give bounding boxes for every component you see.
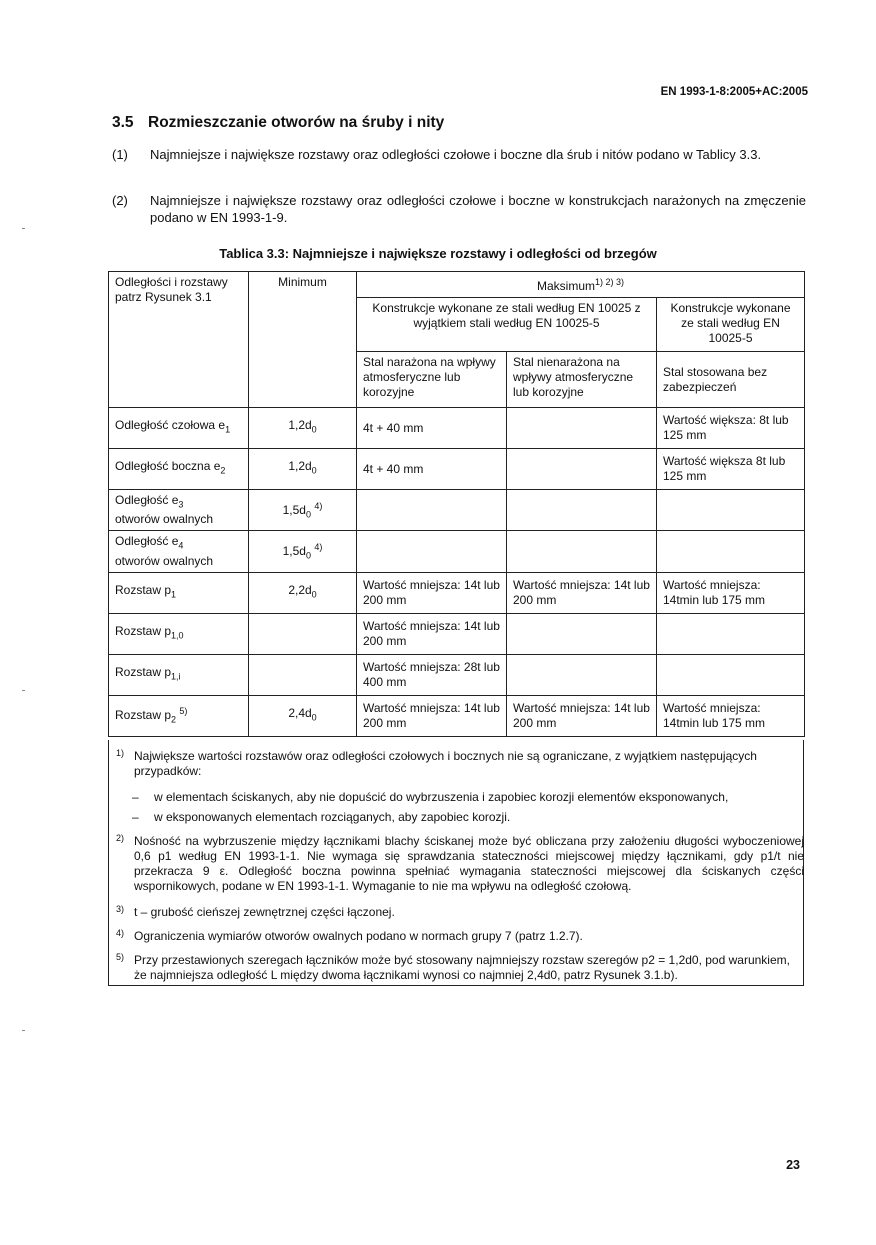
footnote-5: 5) Przy przestawionych szeregach łączników może być stosowany najmniejszy rozstaw szeregów p2 = 1,2d0, pod warunkiem, że najmniejsza odległość L między dwoma łącznikami wynosi co najmniej 2,4d0, patrz Rysunek 3.1.b). [116, 952, 790, 982]
row-minimum [249, 613, 357, 654]
header-distances: Odległości i rozstawy patrz Rysunek 3.1 [109, 272, 249, 408]
footnote-1: 1) Największe wartości rozstawów oraz odległości czołowych i bocznych nie są ograniczane, z wyjątkiem następujących przypadków: [116, 748, 757, 778]
row-value [507, 490, 657, 531]
header-group-2: Konstrukcje wykonane ze stali według EN 10025-5 [657, 298, 805, 352]
row-value: 4t + 40 mm [357, 408, 507, 449]
row-minimum: $2,2d_0$ [249, 572, 357, 613]
row-value: Wartość mniejsza: 14t lub 200 mm [507, 695, 657, 736]
row-minimum: $1,5d_0$ $^{4)}$ [249, 531, 357, 572]
row-value [507, 531, 657, 572]
paragraph-text: Najmniejsze i największe rozstawy oraz odległości czołowe i boczne dla śrub i nitów podano w Tablicy 3.3. [150, 147, 762, 162]
row-value [657, 654, 805, 695]
row-value: Wartość mniejsza: 28t lub 400 mm [357, 654, 507, 695]
row-label: Rozstaw $p_1$ [109, 572, 249, 613]
row-value: Wartość mniejsza: 14t lub 200 mm [357, 695, 507, 736]
row-label: Rozstaw $p_2$ $^{5)}$ [109, 695, 249, 736]
header-maximum: Maksimum$^{1) 2) 3)}$ [357, 272, 805, 298]
footnote-4: 4) Ograniczenia wymiarów otworów owalnych podano w normach grupy 7 (patrz 1.2.7). [116, 928, 583, 943]
header-group-1: Konstrukcje wykonane ze stali według EN 10025 z wyjątkiem stali według EN 10025-5 [357, 298, 657, 352]
row-minimum: $1,5d_0$ $^{4)}$ [249, 490, 357, 531]
header-sub-1: Stal narażona na wpływy atmosferyczne lub korozyjne [357, 352, 507, 408]
row-value [357, 490, 507, 531]
paragraph-text: Najmniejsze i największe rozstawy oraz odległości czołowe i boczne w konstrukcjach narażonych na zmęczenie podano w EN 1993-1-9. [150, 193, 806, 225]
row-minimum: $1,2d_0$ [249, 408, 357, 449]
row-value [507, 613, 657, 654]
section-title: Rozmieszczanie otworów na śruby i nity [148, 114, 445, 131]
row-value: 4t + 40 mm [357, 449, 507, 490]
paragraph-2 [112, 192, 806, 226]
footnote-1-item: – w elementach ściskanych, aby nie dopuścić do wybrzuszenia i zapobiec korozji elementów eksponowanych, [132, 790, 729, 804]
scan-mark [22, 228, 25, 229]
page-number: 23 [786, 1158, 800, 1172]
paragraph-number: (2) [112, 193, 128, 208]
row-minimum: $2,4d_0$ [249, 695, 357, 736]
table-caption: Tablica 3.3: Najmniejsze i największe rozstawy i odległości od brzegów [219, 246, 657, 261]
row-value [657, 531, 805, 572]
row-value: Wartość mniejsza: 14t lub 200 mm [507, 572, 657, 613]
header-sub-2: Stal nienarażona na wpływy atmosferyczne lub korozyjne [507, 352, 657, 408]
row-minimum [249, 654, 357, 695]
section-heading [112, 114, 444, 132]
spacing-table [108, 271, 805, 737]
header-sub-3: Stal stosowana bez zabezpieczeń [657, 352, 805, 408]
row-value: Wartość mniejsza: 14t lub 200 mm [357, 613, 507, 654]
row-value [657, 613, 805, 654]
row-label: Rozstaw $p_{1,0}$ [109, 613, 249, 654]
paragraph-number: (1) [112, 147, 128, 162]
row-label: Odległość czołowa $e_1$ [109, 408, 249, 449]
row-value [507, 408, 657, 449]
row-value [657, 490, 805, 531]
row-value [507, 654, 657, 695]
row-label: Odległość $e_3$ otworów owalnych [109, 490, 249, 531]
row-value: Wartość większa: 8t lub 125 mm [657, 408, 805, 449]
footnote-2: 2) Nośność na wybrzuszenie między łącznikami blachy ściskanej może być obliczana przy założeniu długości wyboczeniowej 0,6 p1 według EN 1993-1-1. Nie wymaga się sprawdzania stateczności miejscowej między łącznikami, gdy p1/t nie przekracza 9 ε. Odległość boczna powinna spełniać wymagania stateczności miejscowej dla ściskanych części wspornikowych, podane w EN 1993-1-1. Wymaganie to nie ma wpływu na odległość czołową. [116, 833, 804, 893]
footnote-3: 3) t – grubość cieńszej zewnętrznej części łączonej. [116, 904, 395, 919]
row-value: Wartość mniejsza: 14tmin lub 175 mm [657, 572, 805, 613]
scan-mark [22, 690, 25, 691]
row-value: Wartość większa 8t lub 125 mm [657, 449, 805, 490]
header-minimum: Minimum [249, 272, 357, 408]
row-value [357, 531, 507, 572]
standard-reference: EN 1993-1-8:2005+AC:2005 [660, 86, 808, 98]
row-value: Wartość mniejsza: 14tmin lub 175 mm [657, 695, 805, 736]
row-label: Rozstaw $p_{1,i}$ [109, 654, 249, 695]
row-value [507, 449, 657, 490]
row-label: Odległość $e_4$ otworów owalnych [109, 531, 249, 572]
row-minimum: $1,2d_0$ [249, 449, 357, 490]
row-value: Wartość mniejsza: 14t lub 200 mm [357, 572, 507, 613]
footnote-1-item: – w eksponowanych elementach rozciąganych, aby zapobiec korozji. [132, 810, 511, 824]
row-label: Odległość boczna $e_2$ [109, 449, 249, 490]
scan-mark [22, 1030, 25, 1031]
section-number: 3.5 [112, 114, 134, 131]
paragraph-1 [112, 146, 806, 163]
